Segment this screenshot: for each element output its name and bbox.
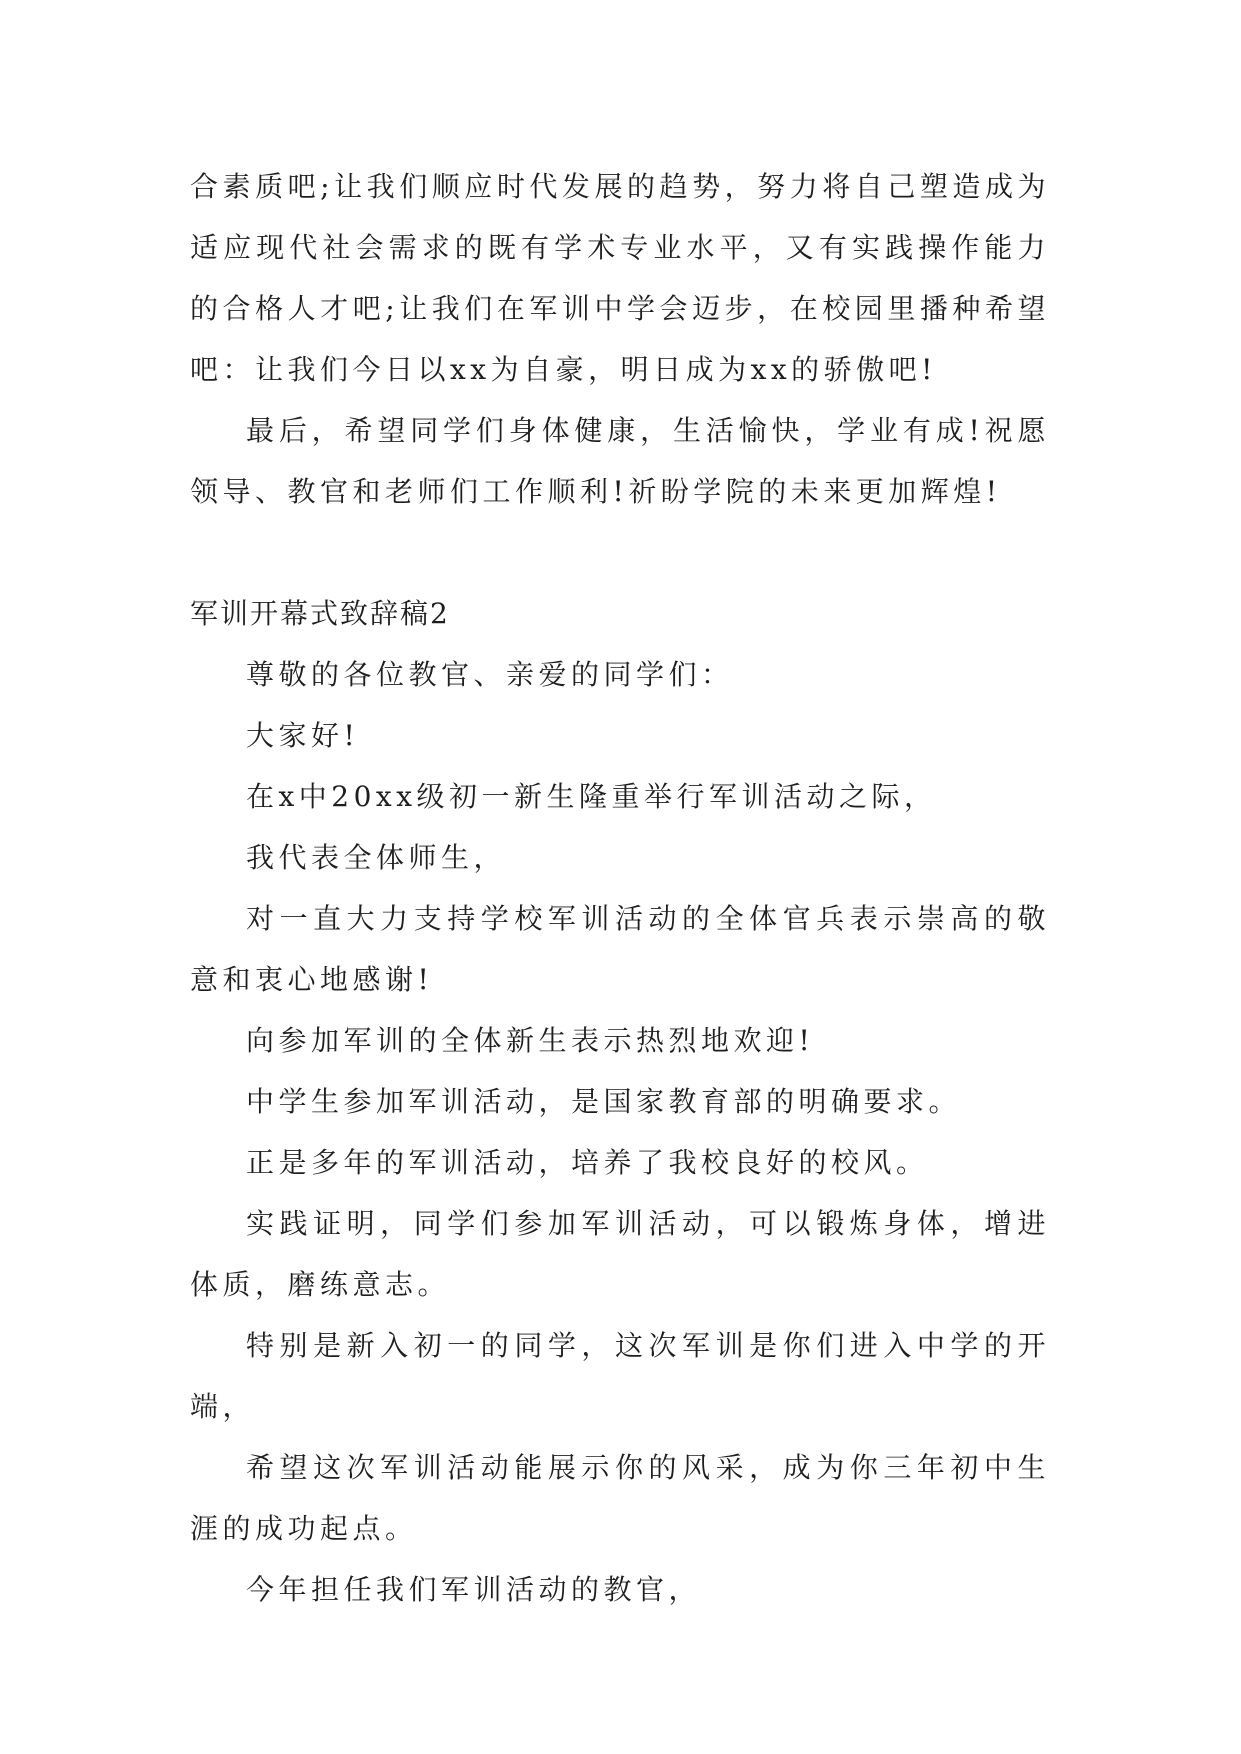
paragraph: 中学生参加军训活动，是国家教育部的明确要求。: [246, 1085, 962, 1118]
paragraph: 特别是新入初一的同学，这次军训是你们进入中学的开端，: [190, 1329, 1050, 1423]
continued-paragraph: 合素质吧;让我们顺应时代发展的趋势，努力将自己塑造成为适应现代社会需求的既有学术专业水平，又有实践操作能力的合格人才吧;让我们在军训中学会迈步，在校园里播种希望吧：让我们今日以xx为自豪，明日成为xx的骄傲吧!: [190, 170, 1050, 386]
paragraph: 对一直大力支持学校军训活动的全体官兵表示崇高的敬意和衷心地感谢!: [190, 902, 1050, 996]
paragraph: 在x中20xx级初一新生隆重举行军训活动之际，: [246, 780, 937, 813]
document-body: [190, 156, 1050, 1620]
paragraph: 向参加军训的全体新生表示热烈地欢迎!: [246, 1024, 815, 1057]
paragraph-salutation: 尊敬的各位教官、亲爱的同学们：: [246, 658, 734, 691]
paragraph: 希望这次军训活动能展示你的风采，成为你三年初中生涯的成功起点。: [190, 1451, 1050, 1545]
paragraph: 今年担任我们军训活动的教官，: [246, 1573, 702, 1606]
section-title: 军训开幕式致辞稿2: [190, 597, 450, 630]
paragraph: 正是多年的军训活动，培养了我校良好的校风。: [246, 1146, 929, 1179]
paragraph: 实践证明，同学们参加军训活动，可以锻炼身体，增进体质，磨练意志。: [190, 1207, 1050, 1301]
closing-paragraph: 最后，希望同学们身体健康，生活愉快，学业有成!祝愿领导、教官和老师们工作顺利!祈盼学院的未来更加辉煌!: [190, 414, 1050, 508]
paragraph-greeting: 大家好!: [246, 719, 360, 752]
paragraph: 我代表全体师生，: [246, 841, 507, 874]
